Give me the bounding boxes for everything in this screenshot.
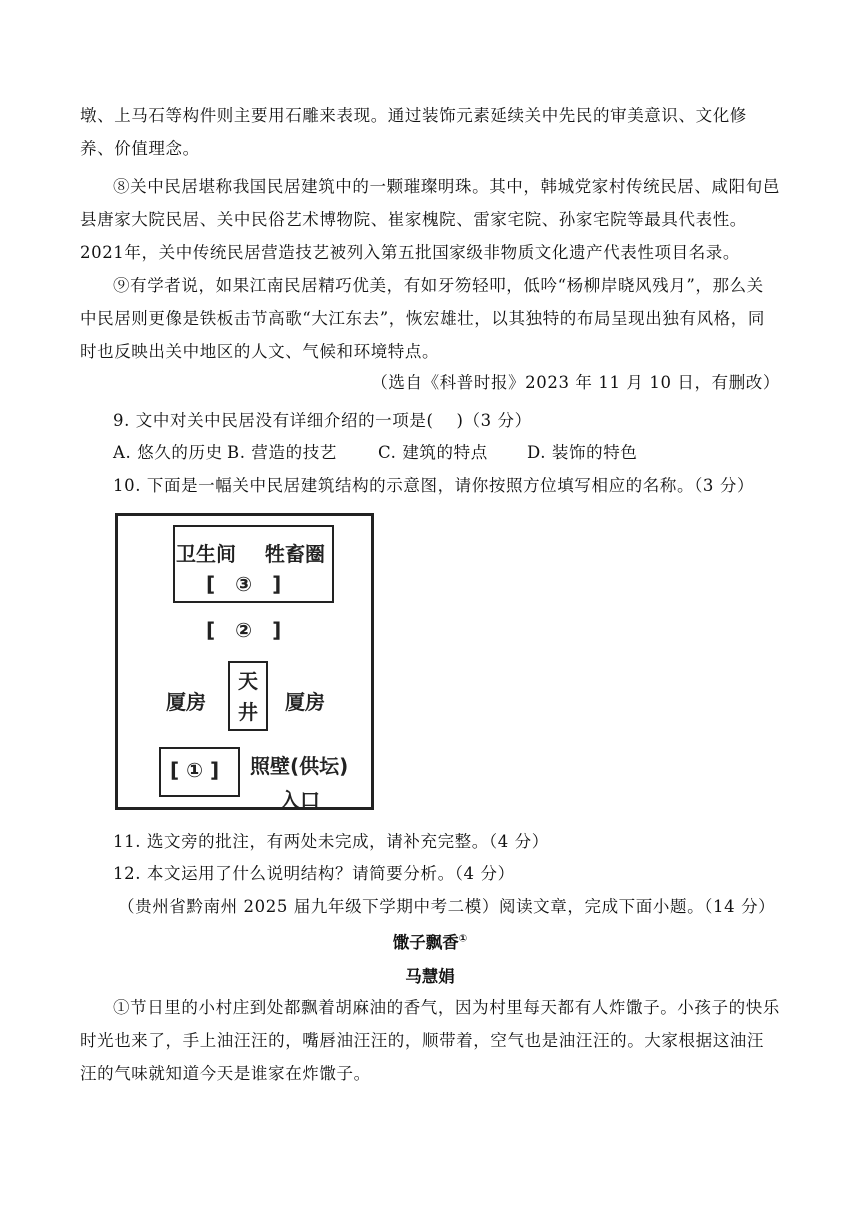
section-intro: （贵州省黔南州 2025 届九年级下学期中考二模）阅读文章，完成下面小题。（14 分） (118, 897, 776, 916)
source-citation: （选自《科普时报》2023 年 11 月 10 日，有删改） (371, 373, 780, 392)
paragraph-9: ⑨有学者说，如果江南民居精巧优美，有如牙笏轻叩，低吟“杨柳岸晓风残月”，那么关中民居则更像是铁板击节高歌“大江东去”，恢宏雄壮，以其独特的布局呈现出独有风格，同时也反映出关中地区的人文、气候和环境特点。 (80, 276, 765, 361)
story-title: 馓子飘香① (392, 933, 468, 952)
question-9-option-a: A. 悠久的历史 (113, 443, 223, 462)
story-author: 马慧娟 (405, 967, 455, 986)
story-paragraph-1: ①节日里的小村庄到处都飘着胡麻油的香气，因为村里每天都有人炸馓子。小孩子的快乐时光也来了，手上油汪汪的，嘴唇油汪汪的，顺带着，空气也是油汪汪的。大家根据这油汪汪的气味就知道今天是谁家在炸馓子。 (80, 998, 780, 1083)
left-wing-room-label: 厦房 (166, 690, 206, 714)
house-layout-diagram (115, 513, 374, 810)
courtyard-label-1: 天 (238, 669, 258, 693)
question-11: 11. 选文旁的批注，有两处未完成，请补充完整。（4 分） (113, 832, 549, 851)
livestock-pen-label: 牲畜圈 (265, 542, 325, 566)
courtyard-label-2: 井 (238, 700, 258, 724)
question-9-option-c: C. 建筑的特点 (378, 443, 488, 462)
paragraph-8: ⑧关中民居堪称我国民居建筑中的一颗璀璨明珠。其中，韩城党家村传统民居、咸阳旬邑县唐家大院民居、关中民俗艺术博物院、崔家槐院、雷家宅院、孙家宅院等最具代表性。2021年，关中传统民居营造技艺被列入第五批国家级非物质文化遗产代表性项目名录。 (80, 177, 780, 262)
entrance-label: 入口 (280, 788, 320, 812)
paragraph-7-end: 墩、上马石等构件则主要用石雕来表现。通过装饰元素延续关中先民的审美意识、文化修养、价值理念。 (80, 106, 747, 158)
right-wing-room-label: 厦房 (285, 690, 325, 714)
question-9-option-b: B. 营造的技艺 (227, 443, 337, 462)
question-12: 12. 本文运用了什么说明结构？请简要分析。（4 分） (113, 864, 515, 883)
blank-1: [ ① ] (170, 758, 220, 782)
restroom-label: 卫生间 (176, 542, 236, 566)
blank-2: [ ② ] (206, 618, 282, 642)
question-10: 10. 下面是一幅关中民居建筑结构的示意图，请你按照方位填写相应的名称。（3 分） (113, 476, 755, 495)
question-9: 9. 文中对关中民居没有详细介绍的一项是( )（3 分） (113, 411, 532, 430)
question-9-option-d: D. 装饰的特色 (527, 443, 638, 462)
blank-3: [ ③ ] (206, 572, 282, 596)
screen-wall-label: 照壁(供坛) (250, 754, 349, 778)
